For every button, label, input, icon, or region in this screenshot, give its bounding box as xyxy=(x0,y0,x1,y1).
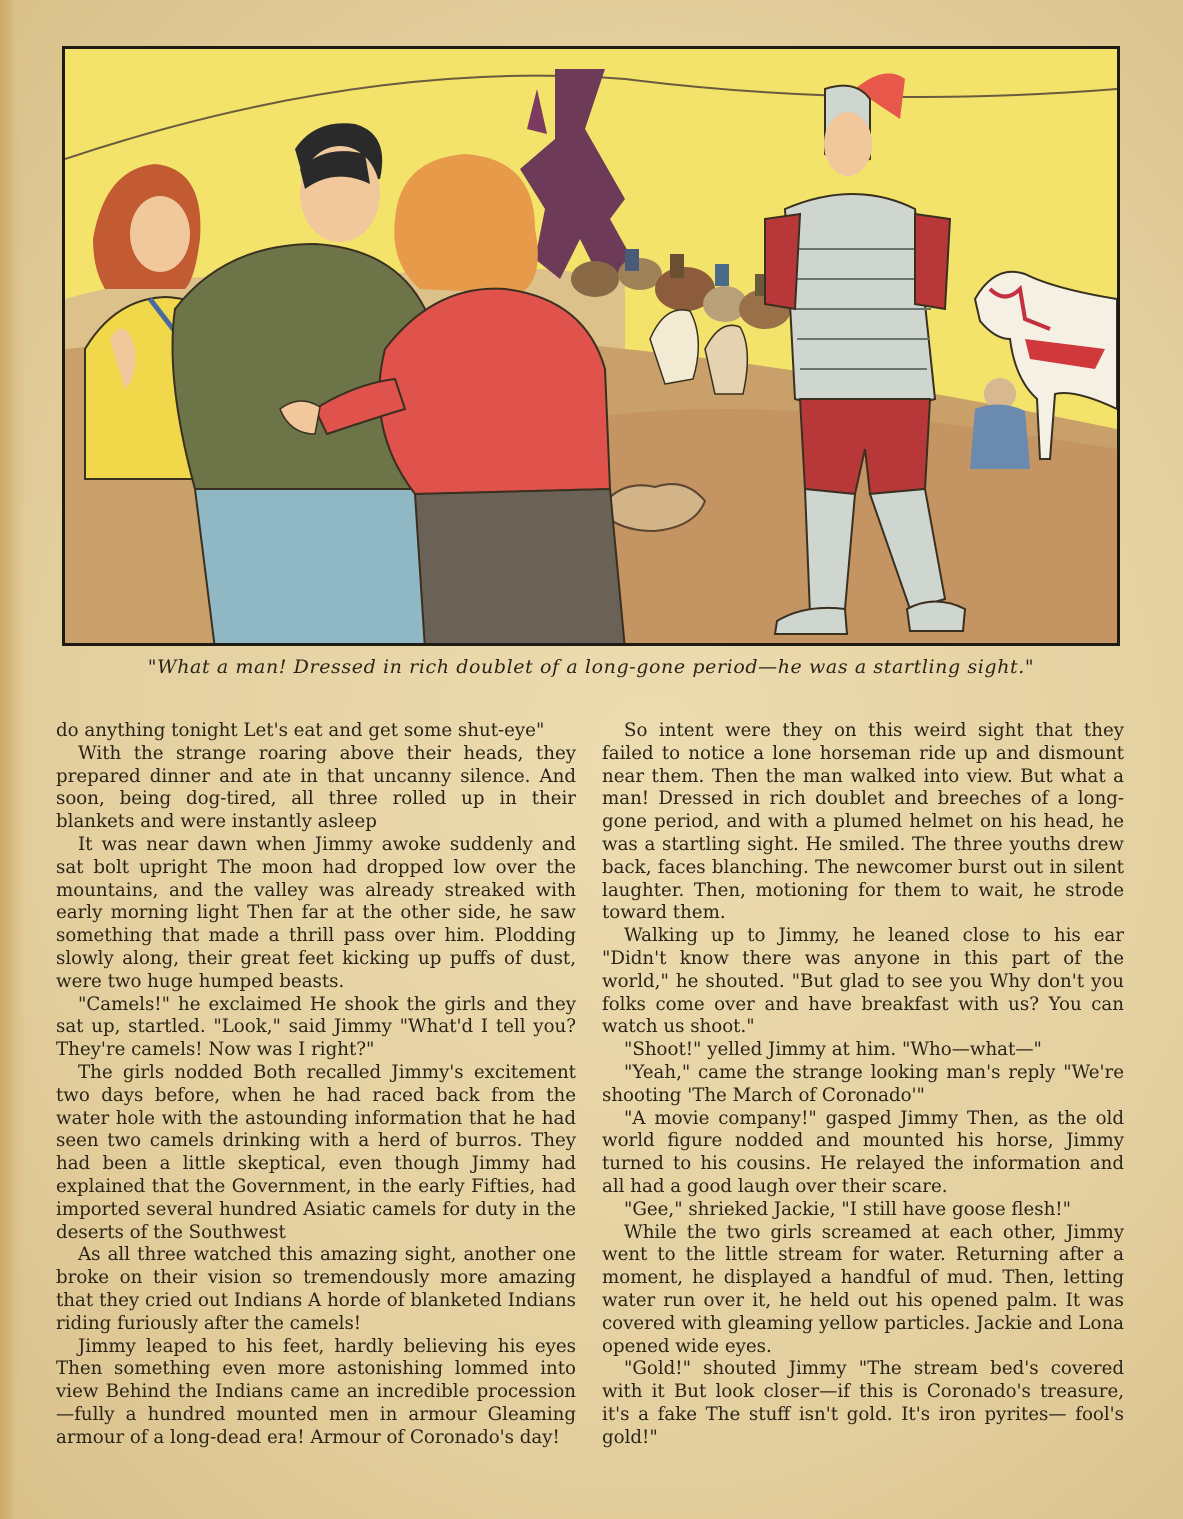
paragraph: "Yeah," came the strange looking man's reply "We're shooting 'The March of Coronado'" xyxy=(602,1061,1124,1106)
paragraph: It was near dawn when Jimmy awoke suddenly and sat bolt upright The moon had dropped low over the mountains, and the valley was already streaked with early morning light Then far at the other side, he saw something that made a thrill pass over him. Plodding slowly along, their great feet kicking up puffs of dust, were two huge humped beasts. xyxy=(56,833,576,992)
paragraph: With the strange roaring above their heads, they prepared dinner and ate in that uncanny silence. And soon, being dog-tired, all three rolled up in their blankets and were instantly asleep xyxy=(56,742,576,833)
paragraph: "Gee," shrieked Jackie, "I still have goose flesh!" xyxy=(624,1198,1071,1220)
paragraph: The girls nodded Both recalled Jimmy's excitement two days before, when he had raced back from the water hole with the astounding information that he had seen two camels drinking with a herd of burros. They had been a little skeptical, even though Jimmy had explained that the Government, in the early Fifties, had imported several hundred Asiatic camels for duty in the deserts of the Southwest xyxy=(56,1061,576,1243)
story-column-left xyxy=(56,720,576,1450)
paragraph: Walking up to Jimmy, he leaned close to his ear "Didn't know there was anyone in this part of the world," he shouted. "But glad to see you Why don't you folks come over and have breakfast with us? You can watch us shoot." xyxy=(602,925,1124,1038)
paragraph: "Shoot!" yelled Jimmy at him. "Who—what—" xyxy=(624,1039,1042,1061)
illustration-caption: "What a man! Dressed in rich doublet of a long-gone period—he was a startling sight." xyxy=(147,656,1035,678)
story-column-right xyxy=(602,720,1124,1450)
paragraph: So intent were they on this weird sight that they failed to notice a lone horseman ride up and dismount near them. Then the man walked into view. But what a man! Dressed in rich doublet and breeches of a long-gone period, and with a plumed helmet on his head, he was a startling sight. He smiled. The three youths drew back, faces blanching. The newcomer burst out in silent laughter. Then, motioning for them to wait, he strode toward them. xyxy=(602,720,1124,924)
paragraph: "A movie company!" gasped Jimmy Then, as the old world figure nodded and mounted his horse, Jimmy turned to his cousins. He relayed the information and all had a good laugh over their scare. xyxy=(602,1107,1124,1197)
paragraph: "Gold!" shouted Jimmy "The stream bed's covered with it But look closer—if this is Coronado's treasure, it's a fake The stuff isn't gold. It's iron pyrites— fool's gold!" xyxy=(602,1358,1124,1448)
paragraph: Jimmy leaped to his feet, hardly believing his eyes Then something even more astonishing lommed into view Behind the Indians came an incredible procession —fully a hundred mounted men in armour Gleaming armour of a long-dead era! Armour of Coronado's day! xyxy=(56,1335,576,1448)
illustration-panel xyxy=(62,46,1120,646)
illustration-scene xyxy=(65,49,1117,643)
paragraph: As all three watched this amazing sight, another one broke on their vision so tremendously more amazing that they cried out Indians A horde of blanketed Indians riding furiously after the camels! xyxy=(56,1244,576,1334)
paragraph: While the two girls screamed at each other, Jimmy went to the little stream for water. Returning after a moment, he displayed a handful of mud. Then, letting water run over it, he held out his opened palm. It was covered with gleaming yellow particles. Jackie and Lona opened wide eyes. xyxy=(602,1221,1124,1357)
paragraph: do anything tonight Let's eat and get some shut-eye" xyxy=(56,720,545,741)
paragraph: "Camels!" he exclaimed He shook the girls and they sat up, startled. "Look," said Jimmy "What'd I tell you? They're camels! Now was I right?" xyxy=(56,993,576,1061)
page-binding-shadow xyxy=(0,0,26,1519)
